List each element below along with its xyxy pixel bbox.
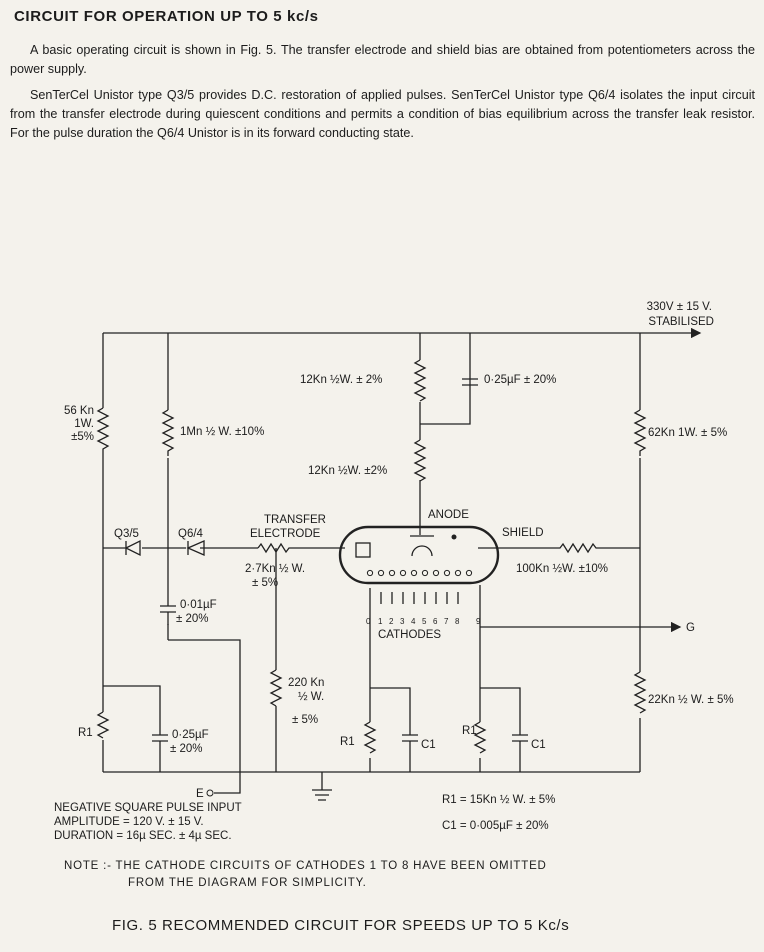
resistor-r1-left xyxy=(98,712,108,738)
input-line xyxy=(168,640,240,793)
label-c001-1: 0·01µF xyxy=(180,599,217,611)
label-legend-r1: R1 = 15Kn ½ W. ± 5% xyxy=(442,794,556,806)
input-terminal xyxy=(207,790,213,796)
resistor-100k xyxy=(505,544,640,552)
label-1m: 1Mn ½ W. ±10% xyxy=(180,426,265,438)
paragraph-2: SenTerCel Unistor type Q3/5 provides D.C. restoration of applied pulses. SenTerCel Unistor type Q6/4 isolates the input circuit from the transfer electrode during quiescent conditions and permits a condition of bias equilibrium across the transfer leak resistor. For the pulse duration the Q6/4 Unistor is in its forward conducting state. xyxy=(10,88,755,140)
label-transfer-1: TRANSFER xyxy=(264,514,326,526)
label-100k: 100Kn ½W. ±10% xyxy=(516,563,608,575)
capacitor-001 xyxy=(160,606,176,612)
label-c025-bottom-2: ± 20% xyxy=(170,743,203,755)
label-supply-2: STABILISED xyxy=(648,316,714,328)
pin-label: 9 xyxy=(476,617,481,626)
label-e: E xyxy=(196,788,204,800)
pin-label: 4 xyxy=(411,617,416,626)
resistor-r1-cathode0 xyxy=(365,722,375,753)
resistor-1m xyxy=(163,410,173,456)
capacitor-025-bottom xyxy=(103,686,168,772)
label-cathodes: CATHODES xyxy=(378,629,442,641)
pin-label: 5 xyxy=(422,617,427,626)
label-c025-top: 0·25µF ± 20% xyxy=(484,374,557,386)
label-input-2: AMPLITUDE = 120 V. ± 15 V. xyxy=(54,816,204,828)
label-c025-bottom-1: 0·25µF xyxy=(172,729,209,741)
label-220k-2: ½ W. xyxy=(298,691,325,703)
label-r1-left: R1 xyxy=(78,727,93,739)
tube-symbol xyxy=(412,546,432,556)
label-56k-3: ±5% xyxy=(71,431,94,443)
note-line-1: NOTE :- THE CATHODE CIRCUITS OF CATHODES 1 TO 8 HAVE BEEN OMITTED xyxy=(64,860,547,872)
label-62k: 62Kn 1W. ± 5% xyxy=(648,427,728,439)
label-12k-top: 12Kn ½W. ± 2% xyxy=(300,374,383,386)
resistor-12k-mid xyxy=(415,440,425,481)
figure-title: FIG. 5 RECOMMENDED CIRCUIT FOR SPEEDS UP TO 5 Kc/s xyxy=(112,917,570,934)
note-line-2: FROM THE DIAGRAM FOR SIMPLICITY. xyxy=(128,877,367,889)
resistor-220k xyxy=(271,670,281,706)
label-c001-2: ± 20% xyxy=(176,613,209,625)
label-g: G xyxy=(686,622,695,634)
label-q35: Q3/5 xyxy=(114,528,139,540)
paragraph-1: A basic operating circuit is shown in Fig. 5. The transfer electrode and shield bias are obtained from potentiometers across the power supply. xyxy=(10,43,755,76)
label-2-7k-2: ± 5% xyxy=(252,577,279,589)
label-56k-2: 1W. xyxy=(74,418,94,430)
label-legend-c1: C1 = 0·005µF ± 20% xyxy=(442,820,549,832)
section-heading: CIRCUIT FOR OPERATION UP TO 5 kc/s xyxy=(14,8,319,25)
label-input-1: NEGATIVE SQUARE PULSE INPUT xyxy=(54,802,242,814)
label-c1-c9: C1 xyxy=(531,739,546,751)
pin-label: 0 xyxy=(366,617,371,626)
resistor-56k xyxy=(98,408,108,454)
diode-q35 xyxy=(126,541,140,555)
label-r1-c9: R1 xyxy=(462,725,477,737)
resistor-12k-top xyxy=(415,360,425,401)
label-supply-1: 330V ± 15 V. xyxy=(646,301,712,313)
pin-label: 3 xyxy=(400,617,405,626)
label-220k-3: ± 5% xyxy=(292,714,319,726)
tube-pins xyxy=(367,570,471,575)
resistor-22k xyxy=(635,672,645,713)
label-shield: SHIELD xyxy=(502,527,544,539)
label-anode: ANODE xyxy=(428,509,469,521)
pin-label: 7 xyxy=(444,617,449,626)
ground-symbol xyxy=(312,772,332,800)
label-220k-1: 220 Kn xyxy=(288,677,325,689)
resistor-62k xyxy=(635,410,645,456)
label-12k-mid: 12Kn ½W. ±2% xyxy=(308,465,388,477)
label-transfer-2: ELECTRODE xyxy=(250,528,321,540)
resistor-2-7k xyxy=(258,544,345,552)
label-22k: 22Kn ½ W. ± 5% xyxy=(648,694,734,706)
label-r1-c0: R1 xyxy=(340,736,355,748)
label-q64: Q6/4 xyxy=(178,528,203,540)
pin-label: 2 xyxy=(389,617,394,626)
label-c1-c0: C1 xyxy=(421,739,436,751)
pin-label: 8 xyxy=(455,617,460,626)
label-input-3: DURATION = 16µ SEC. ± 4µ SEC. xyxy=(54,830,232,842)
pin-label: 6 xyxy=(433,617,438,626)
label-2-7k-1: 2·7Kn ½ W. xyxy=(245,563,306,575)
pin-label: 1 xyxy=(378,617,383,626)
label-56k-1: 56 Kn xyxy=(63,405,94,417)
